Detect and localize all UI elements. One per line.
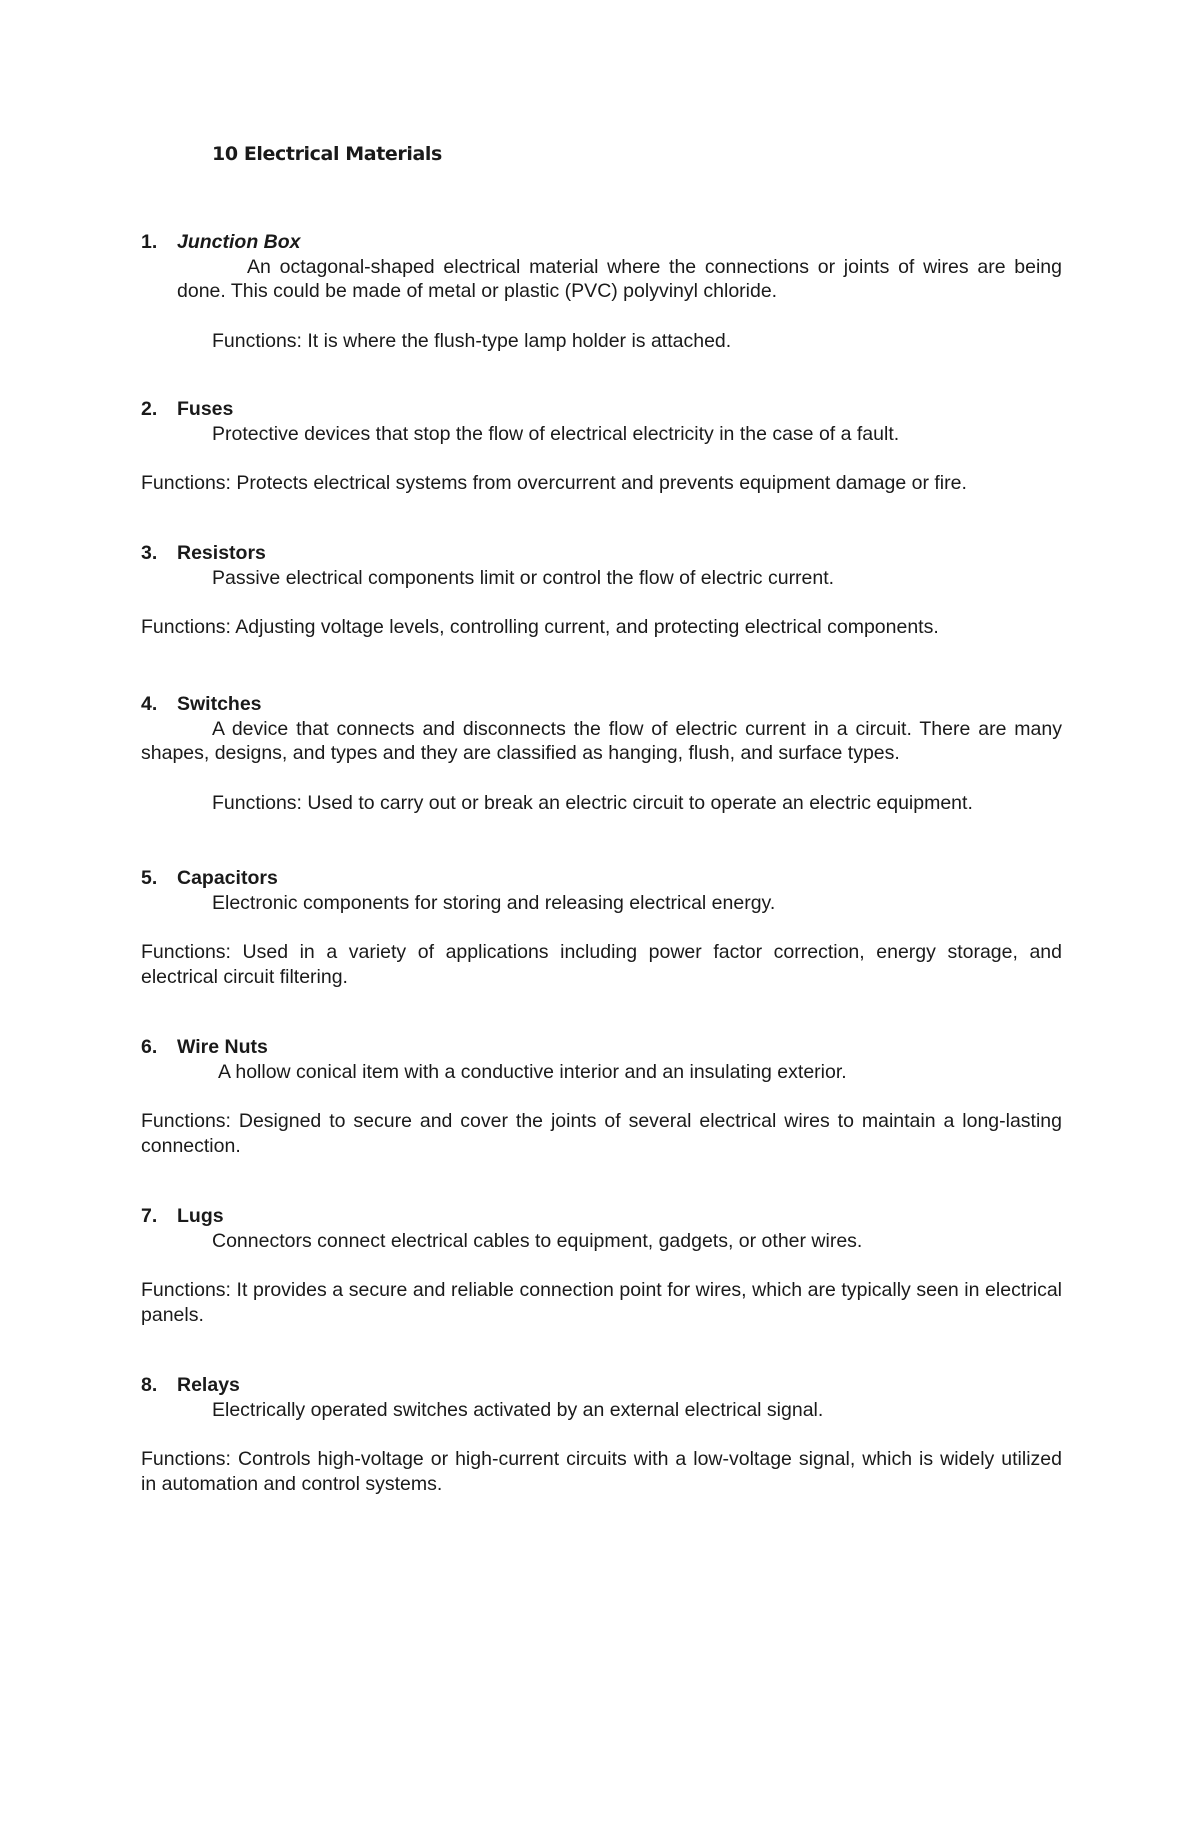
- section-lugs: [141, 1204, 1062, 1327]
- section-description: A device that connects and disconnects the flow of electric current in a circuit. There are many shapes, designs, and types and they are classified as hanging, flush, and surface types.: [141, 717, 1062, 764]
- section-heading: [141, 1373, 1062, 1398]
- section-capacitors: [141, 866, 1062, 989]
- section-name: Fuses: [177, 398, 234, 420]
- section-name: Wire Nuts: [177, 1036, 268, 1058]
- section-functions: Functions: Designed to secure and cover the joints of several electrical wires to maintain a long-lasting connection.: [141, 1110, 1062, 1157]
- section-junction-box: [141, 230, 1062, 353]
- document-title: 10 Electrical Materials: [212, 143, 442, 165]
- section-functions: Functions: It provides a secure and reliable connection point for wires, which are typically seen in electrical panels.: [141, 1279, 1062, 1326]
- section-name: Switches: [177, 693, 262, 715]
- section-heading: [141, 541, 1062, 566]
- section-description: An octagonal-shaped electrical material where the connections or joints of wires are being done. This could be made of metal or plastic (PVC) polyvinyl chloride.: [177, 255, 1062, 302]
- section-switches: [141, 692, 1062, 815]
- section-number: 6.: [141, 1036, 158, 1058]
- section-heading: [141, 1035, 1062, 1060]
- section-fuses: [141, 397, 1062, 496]
- section-name: Resistors: [177, 542, 266, 564]
- section-heading: [141, 230, 1062, 255]
- section-wire-nuts: [141, 1035, 1062, 1158]
- section-description: Protective devices that stop the flow of electrical electricity in the case of a fault.: [212, 422, 900, 445]
- section-heading: [141, 692, 1062, 717]
- section-heading: [141, 866, 1062, 891]
- section-number: 5.: [141, 867, 158, 889]
- section-number: 8.: [141, 1374, 158, 1396]
- section-number: 2.: [141, 398, 158, 420]
- section-description: Electronic components for storing and releasing electrical energy.: [212, 891, 776, 914]
- section-number: 3.: [141, 542, 158, 564]
- section-name: Lugs: [177, 1205, 224, 1227]
- section-resistors: [141, 541, 1062, 640]
- section-name: Relays: [177, 1374, 240, 1396]
- section-functions: Functions: It is where the flush-type lamp holder is attached.: [212, 329, 732, 352]
- section-number: 7.: [141, 1205, 158, 1227]
- section-functions: Functions: Controls high-voltage or high-current circuits with a low-voltage signal, which is widely utilized in automation and control systems.: [141, 1448, 1062, 1495]
- section-heading: [141, 1204, 1062, 1229]
- section-functions: Functions: Used to carry out or break an electric circuit to operate an electric equipment.: [212, 791, 973, 814]
- section-description: A hollow conical item with a conductive interior and an insulating exterior.: [218, 1060, 847, 1083]
- section-description: Electrically operated switches activated by an external electrical signal.: [212, 1398, 824, 1421]
- section-name: Capacitors: [177, 867, 278, 889]
- section-functions: Functions: Protects electrical systems from overcurrent and prevents equipment damage or fire.: [141, 472, 967, 494]
- section-name: Junction Box: [177, 231, 301, 253]
- section-number: 4.: [141, 693, 158, 715]
- section-number: 1.: [141, 231, 158, 253]
- section-functions: Functions: Adjusting voltage levels, controlling current, and protecting electrical components.: [141, 616, 939, 638]
- section-description: Passive electrical components limit or control the flow of electric current.: [212, 566, 835, 589]
- section-heading: [141, 397, 1062, 422]
- section-functions: Functions: Used in a variety of applications including power factor correction, energy storage, and electrical circuit filtering.: [141, 941, 1062, 988]
- section-description: Connectors connect electrical cables to equipment, gadgets, or other wires.: [212, 1229, 863, 1252]
- section-relays: [141, 1373, 1062, 1496]
